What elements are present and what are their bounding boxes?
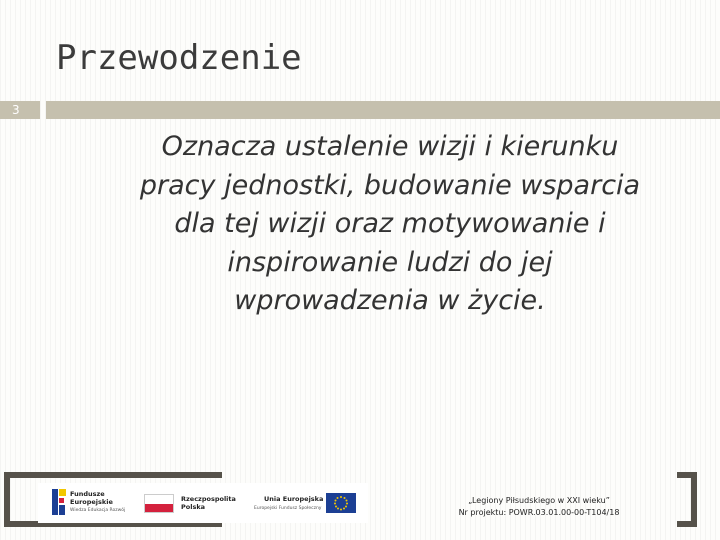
project-info [425, 495, 653, 519]
slide-body-text [80, 128, 700, 321]
rp-logo-line1: Rzeczpospolita [181, 495, 236, 503]
fe-logo-line1: Fundusze [70, 490, 105, 498]
fe-logo-sub: Wiedza Edukacja Rozwój [70, 508, 126, 513]
fundusze-europejskie-icon [52, 489, 66, 515]
body-line: pracy jednostki, budowanie wsparcia [139, 169, 641, 201]
body-line: dla tej wizji oraz motywowanie i [174, 208, 606, 239]
ue-logo-sub: Europejski Fundusz Społeczny [254, 506, 322, 511]
slide-number-box [0, 101, 40, 119]
project-number: Nr projektu: POWR.03.01.00-00-T104/18 [458, 508, 620, 517]
fe-logo-line2: Europejskie [70, 497, 113, 506]
body-line: Oznacza ustalenie wizji i kierunku [161, 131, 619, 162]
poland-flag-icon [144, 494, 174, 513]
ue-logo-line1: Unia Europejska [264, 495, 324, 503]
body-line: wprowadzenia w życie. [234, 285, 546, 316]
funding-logos [38, 483, 368, 523]
slide-title: Przewodzenie [56, 38, 302, 78]
project-name: „Legiony Piłsudskiego w XXI wieku” [468, 496, 610, 505]
title-rule [46, 101, 720, 119]
slide-number: 3 [12, 103, 20, 117]
footer-bracket-right [677, 472, 697, 527]
body-line: inspirowanie ludzi do jej [227, 246, 553, 278]
rp-logo-line2: Polska [181, 502, 206, 511]
eu-flag-icon [326, 493, 356, 513]
